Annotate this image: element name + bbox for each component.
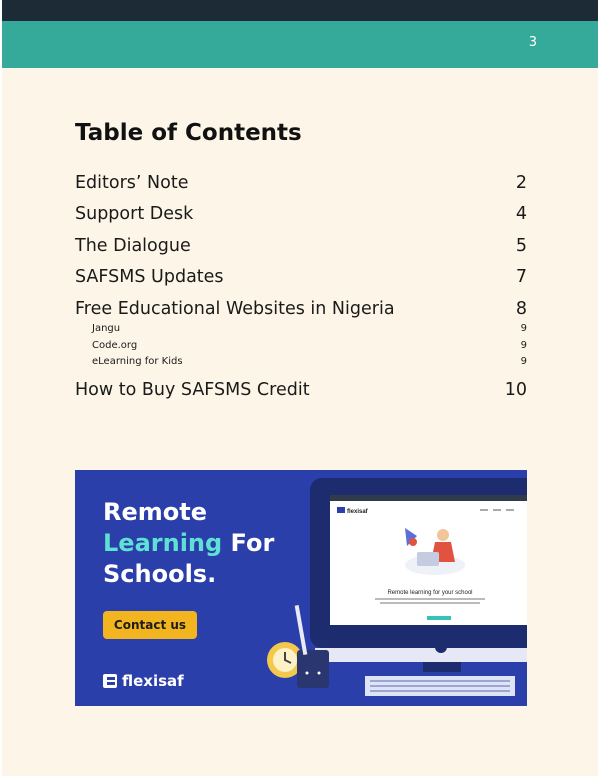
screen-brand-text: flexisaf (347, 509, 368, 515)
toc-entry-label: eLearning for Kids (92, 356, 183, 367)
toc-entry-page: 10 (504, 380, 527, 400)
ad-headline-line2-rest: For (222, 529, 275, 557)
toc-entry-page: 2 (515, 173, 527, 193)
screen-heading-text: Remote learning for your school (387, 590, 473, 596)
toc-entry-label: SAFSMS Updates (75, 267, 224, 287)
toc-entry-page: 4 (515, 204, 527, 224)
toc-subentry[interactable] (75, 340, 527, 351)
toc-subentry[interactable] (75, 323, 527, 334)
toc-entry-page: 7 (515, 267, 527, 287)
top-bar (2, 0, 598, 21)
toc-entry-page: 9 (520, 323, 527, 334)
document-page (2, 0, 598, 776)
page-number: 3 (528, 35, 537, 50)
toc-entry-page: 9 (520, 356, 527, 367)
toc-entry[interactable] (75, 299, 527, 319)
person-head-icon (437, 529, 449, 541)
advertisement-banner[interactable] (75, 470, 527, 706)
header-band (2, 21, 598, 68)
toc-entry-label: Editors’ Note (75, 173, 189, 193)
contact-us-button[interactable]: Contact us (103, 611, 197, 639)
toc-entry-label: Free Educational Websites in Nigeria (75, 299, 395, 319)
toc-entry-page: 9 (520, 340, 527, 351)
toc-entry-label: The Dialogue (75, 236, 191, 256)
toc-entry-page: 5 (515, 236, 527, 256)
ad-headline-line1: Remote (103, 498, 208, 526)
toc-entry[interactable] (75, 173, 527, 193)
ad-headline-highlight: Learning (103, 529, 223, 557)
toc-title: Table of Contents (75, 120, 302, 146)
toc-entry-label: How to Buy SAFSMS Credit (75, 380, 310, 400)
ad-headline-line3: Schools. (103, 560, 217, 588)
toc-entry[interactable] (75, 204, 527, 224)
toc-entry[interactable] (75, 380, 527, 400)
toc-entry-page: 8 (515, 299, 527, 319)
toc-entry-label: Support Desk (75, 204, 194, 224)
toc-entry-label: Jangu (92, 323, 121, 334)
toc-entry[interactable] (75, 236, 527, 256)
toc-entry-label: Code.org (92, 340, 138, 351)
pen-holder-icon (297, 650, 329, 688)
flexisaf-logo-text: flexisaf (122, 672, 184, 690)
toc-entry[interactable] (75, 267, 527, 287)
computer-illustration (75, 470, 527, 706)
toc-subentry[interactable] (75, 356, 527, 367)
